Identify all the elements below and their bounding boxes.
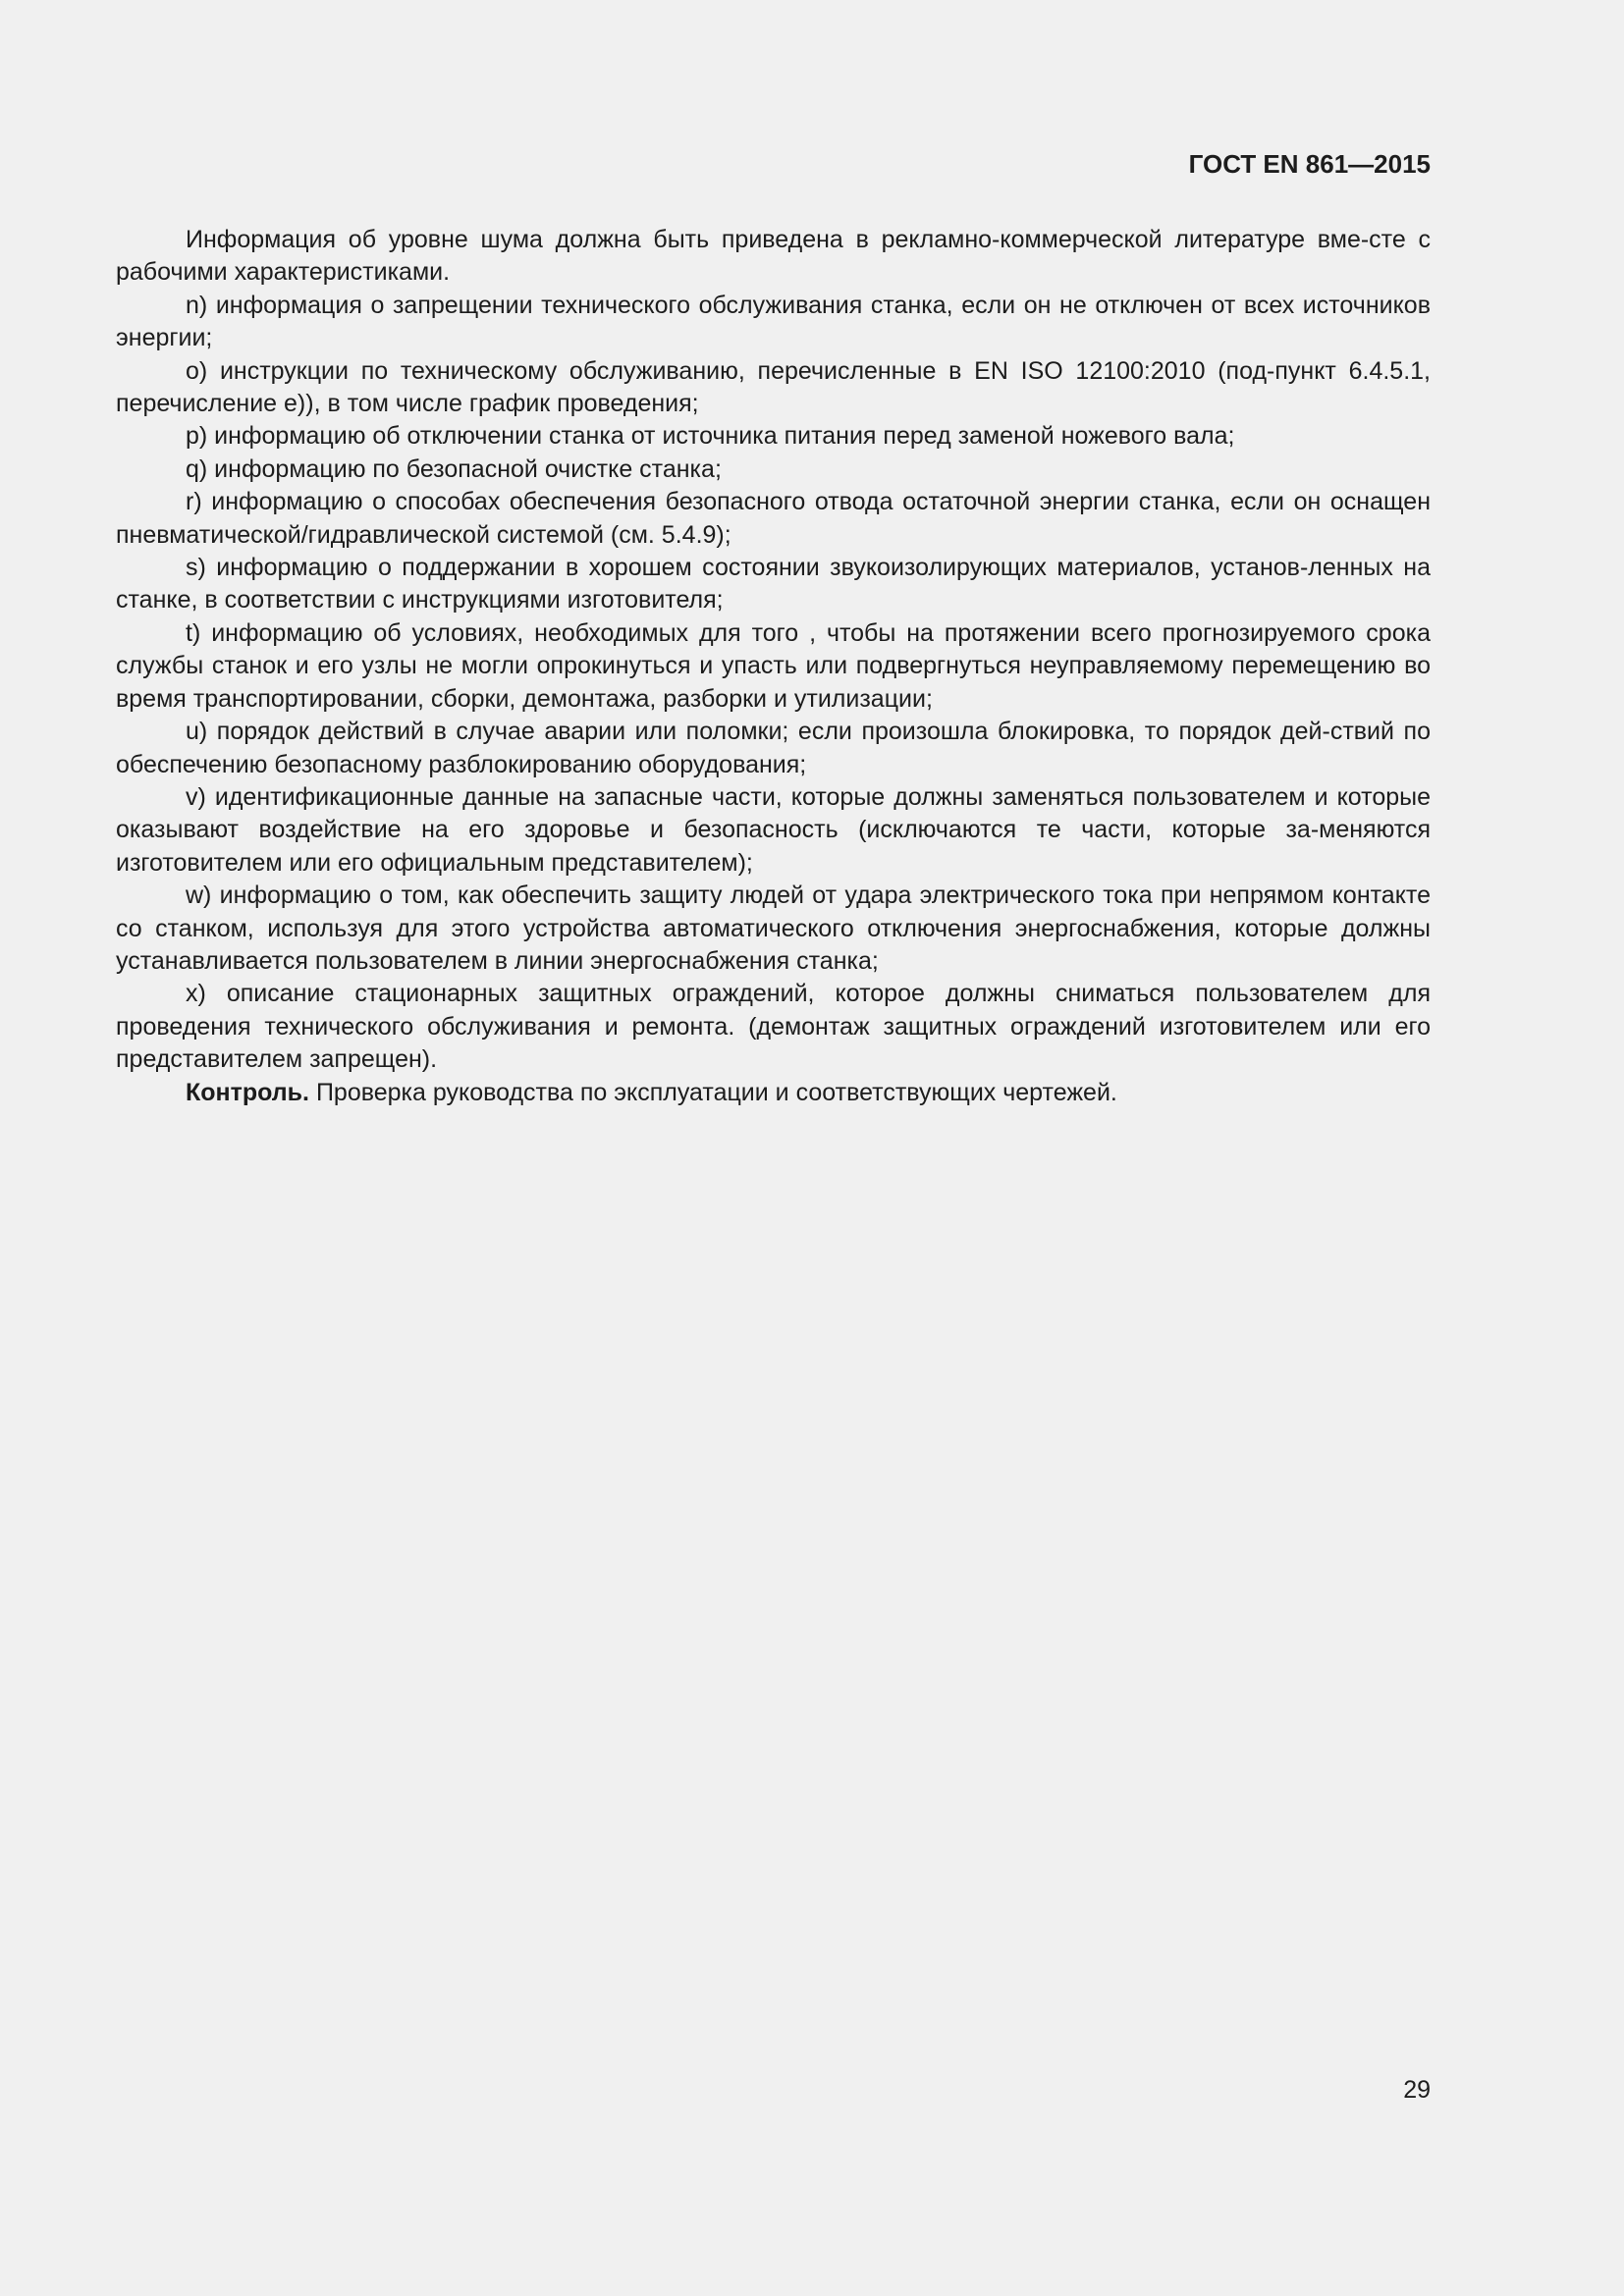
list-item-s: s) информацию о поддержании в хорошем состоянии звукоизолирующих материалов, установ-ленных на станке, в соответствии с инструкциями изготовителя;: [116, 554, 1431, 614]
control-label: Контроль.: [186, 1078, 309, 1106]
list-item-t: t) информацию об условиях, необходимых для того , чтобы на протяжении всего прогнозируемого срока службы станок и его узлы не могли опрокинуться и упасть или подвергнуться неуправляемому перемещению во время транспортировании, сборки, демонтажа, разборки и утилизации;: [116, 618, 1431, 713]
document-id-header: ГОСТ EN 861—2015: [1188, 149, 1431, 179]
paragraph-noise-info: Информация об уровне шума должна быть приведена в рекламно-коммерческой литературе вме-сте с рабочими характеристиками.: [116, 226, 1431, 287]
list-item-q: q) информацию по безопасной очистке станка;: [186, 454, 722, 483]
control-text: Проверка руководства по эксплуатации и соответствующих чертежей.: [309, 1078, 1117, 1106]
list-item-x: x) описание стационарных защитных ограждений, которое должны сниматься пользователем для проведения технического обслуживания и ремонта. (демонтаж защитных ограждений изготовителем или его представителем запрещен).: [116, 980, 1431, 1074]
list-item-r: r) информацию о способах обеспечения безопасного отвода остаточной энергии станка, если он оснащен пневматической/гидравлической системой (см. 5.4.9);: [116, 488, 1431, 549]
list-item-u: u) порядок действий в случае аварии или поломки; если произошла блокировка, то порядок дей-ствий по обеспечению безопасному разблокированию оборудования;: [116, 718, 1431, 778]
list-item-v: v) идентификационные данные на запасные части, которые должны заменяться пользователем и которые оказывают воздействие на его здоровье и безопасность (исключаются те части, которые за-меняются изготовителем или его официальным представителем);: [116, 782, 1431, 877]
list-item-n: n) информация о запрещении технического обслуживания станка, если он не отключен от всех источников энергии;: [116, 291, 1431, 352]
list-item-p: p) информацию об отключении станка от источника питания перед заменой ножевого вала;: [186, 422, 1235, 451]
control-paragraph: [116, 1077, 1431, 1109]
document-body: [116, 224, 1431, 1109]
page-number: 29: [1403, 2076, 1431, 2104]
list-item-o: о) инструкции по техническому обслуживанию, перечисленные в EN ISO 12100:2010 (под-пункт 6.4.5.1, перечисление е)), в том числе график проведения;: [116, 356, 1431, 418]
list-item-w: w) информацию о том, как обеспечить защиту людей от удара электрического тока при непрямом контакте со станком, используя для этого устройства автоматического отключения энергоснабжения, которые должны устанавливается пользователем в линии энергоснабжения станка;: [116, 881, 1431, 975]
